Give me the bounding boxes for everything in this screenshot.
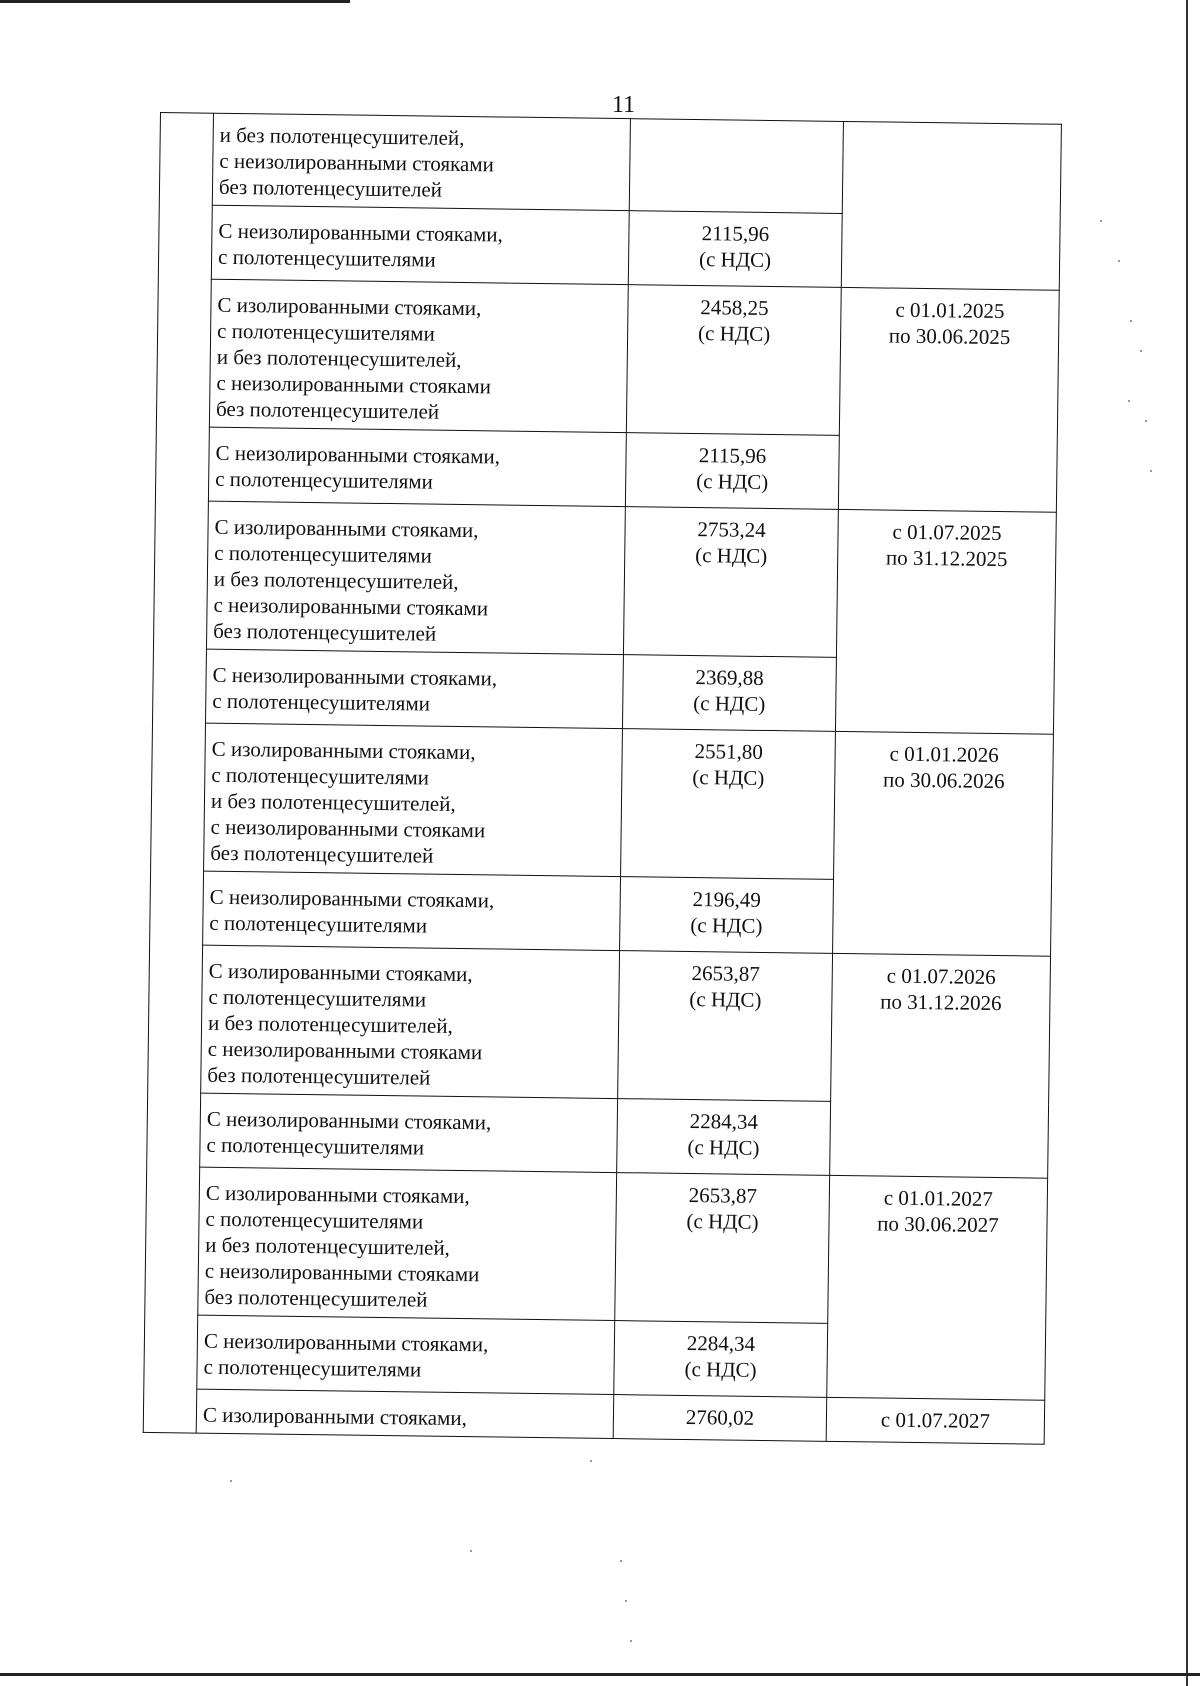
price-value: 2458,25 xyxy=(700,295,769,320)
scan-edge-bottom xyxy=(0,1673,1200,1676)
description-line: с полотенцесушителями xyxy=(216,318,435,346)
price-cell xyxy=(625,433,839,510)
validity-period-cell xyxy=(830,953,1051,1178)
period-to: по 30.06.2025 xyxy=(888,323,1011,350)
price-cell xyxy=(618,951,833,1102)
description-line: С неизолированными стояками, xyxy=(212,662,498,691)
description-cell xyxy=(197,1315,615,1394)
price-value: 2753,24 xyxy=(697,517,766,542)
tariff-table-wrapper xyxy=(143,112,1055,1445)
price-vat-note: (с НДС) xyxy=(695,543,768,568)
price-value: 2196,49 xyxy=(692,887,762,912)
price-value: 2760,02 xyxy=(685,1404,755,1430)
description-line: С неизолированными стояками, xyxy=(209,884,495,913)
price-value: 2284,34 xyxy=(686,1331,756,1356)
description-line: С неизолированными стояками, xyxy=(203,1328,489,1357)
period-from: с 01.01.2025 xyxy=(895,297,1005,324)
description-line: с полотенцесушителями xyxy=(206,1132,425,1160)
page-number: 11 xyxy=(612,92,636,118)
price-vat-note: (с НДС) xyxy=(697,321,771,347)
tariff-table xyxy=(143,112,1062,1445)
price-value: 2653,87 xyxy=(688,1183,758,1208)
description-cell xyxy=(211,205,629,284)
description-line: С неизолированными стояками, xyxy=(218,218,504,247)
description-line: без полотенцесушителей xyxy=(204,1284,428,1312)
price-vat-note: (с НДС) xyxy=(686,1208,759,1234)
description-cell xyxy=(198,1167,617,1320)
description-cell xyxy=(208,427,626,506)
description-line: С неизолированными стояками, xyxy=(215,440,501,469)
table-row xyxy=(156,278,1059,438)
description-line: с полотенцесушителями xyxy=(212,688,431,716)
scan-speckle xyxy=(1130,320,1132,322)
validity-period-cell xyxy=(838,287,1059,512)
table-row xyxy=(153,500,1056,660)
price-cell xyxy=(613,1395,827,1442)
description-cell xyxy=(206,649,624,728)
scan-speckle xyxy=(625,1600,627,1602)
validity-period-cell xyxy=(826,1397,1045,1444)
validity-period-cell xyxy=(827,1175,1048,1400)
price-cell xyxy=(615,1173,830,1324)
description-line: С неизолированными стояками, xyxy=(206,1106,492,1135)
table-row xyxy=(151,722,1054,882)
table-row xyxy=(159,113,1061,217)
price-vat-note: (с НДС) xyxy=(690,913,763,938)
price-vat-note: (с НДС) xyxy=(684,1356,757,1382)
period-from: с 01.01.2026 xyxy=(889,741,999,768)
price-cell xyxy=(614,1321,828,1398)
description-line: с неизолированными стояками xyxy=(210,814,486,843)
scan-speckle xyxy=(1100,220,1102,222)
validity-period-cell xyxy=(841,121,1061,290)
price-cell xyxy=(626,285,841,436)
description-line: С изолированными стояками, xyxy=(214,514,479,543)
description-line: с полотенцесушителями xyxy=(214,540,433,568)
description-cell xyxy=(200,1093,618,1172)
price-vat-note: (с НДС) xyxy=(689,987,762,1012)
price-cell xyxy=(622,655,836,732)
description-line: с неизолированными стояками xyxy=(207,1036,483,1065)
period-from: с 01.07.2026 xyxy=(886,963,996,990)
price-cell xyxy=(629,119,843,214)
description-line: с неизолированными стояками xyxy=(216,370,492,399)
period-from: с 01.07.2027 xyxy=(880,1407,991,1433)
price-value xyxy=(637,127,837,130)
price-value: 2115,96 xyxy=(701,221,770,246)
scan-speckle xyxy=(630,1640,632,1642)
description-line: С изолированными стояками, xyxy=(211,736,476,765)
description-line: С изолированными стояками, xyxy=(208,958,473,987)
price-cell xyxy=(623,507,838,658)
description-line: без полотенцесушителей xyxy=(210,840,434,868)
description-line: С изолированными стояками, xyxy=(202,1402,467,1431)
description-cell xyxy=(201,945,620,1098)
description-line: с полотенцесушителями xyxy=(209,910,428,938)
price-cell xyxy=(617,1099,831,1176)
description-line: С изолированными стояками, xyxy=(205,1180,470,1209)
scan-speckle xyxy=(1145,420,1147,422)
description-line: и без полотенцесушителей, xyxy=(213,566,459,594)
description-cell xyxy=(204,723,623,876)
description-cell xyxy=(196,1389,614,1438)
description-line: без полотенцесушителей xyxy=(207,1062,431,1090)
price-cell xyxy=(628,211,842,288)
period-to: по 30.06.2026 xyxy=(882,767,1005,794)
description-line: с полотенцесушителями xyxy=(205,1206,424,1234)
period-to: по 31.12.2025 xyxy=(885,545,1008,572)
table-row xyxy=(148,944,1051,1104)
period-from: с 01.07.2025 xyxy=(892,519,1002,546)
period-to: по 30.06.2027 xyxy=(877,1211,999,1238)
description-line: и без полотенцесушителей, xyxy=(207,1010,453,1038)
description-line: и без полотенцесушителей, xyxy=(205,1232,451,1260)
price-value: 2653,87 xyxy=(691,961,761,986)
scan-speckle xyxy=(590,1460,592,1462)
price-vat-note: (с НДС) xyxy=(698,247,772,273)
description-line: без полотенцесушителей xyxy=(218,174,443,202)
price-value: 2115,96 xyxy=(698,443,767,468)
description-line: с полотенцесушителями xyxy=(208,984,427,1012)
description-cell xyxy=(209,279,628,432)
description-cell xyxy=(203,871,621,950)
price-cell xyxy=(620,877,834,954)
scan-speckle xyxy=(1128,400,1130,402)
price-vat-note: (с НДС) xyxy=(692,765,765,790)
description-line: с неизолированными стояками xyxy=(204,1258,480,1287)
scan-speckle xyxy=(620,1560,622,1562)
price-vat-note: (с НДС) xyxy=(696,469,769,494)
description-line: без полотенцесушителей xyxy=(215,396,440,424)
price-vat-note: (с НДС) xyxy=(693,691,766,716)
description-line: с полотенцесушителями xyxy=(211,762,430,790)
period-to: по 31.12.2026 xyxy=(880,989,1002,1016)
scan-speckle xyxy=(1140,350,1142,352)
description-cell xyxy=(212,113,630,210)
scan-edge-top xyxy=(0,0,350,3)
validity-period-cell xyxy=(835,509,1056,734)
description-line: с полотенцесушителями xyxy=(215,466,434,494)
price-value: 2284,34 xyxy=(689,1109,759,1134)
description-line: с неизолированными стояками xyxy=(219,148,495,177)
table-row xyxy=(145,1166,1048,1326)
description-line: С изолированными стояками, xyxy=(217,292,482,321)
price-value: 2551,80 xyxy=(694,739,763,764)
scan-speckle xyxy=(470,1550,472,1552)
scan-speckle xyxy=(1150,470,1152,472)
scan-speckle xyxy=(1118,260,1120,262)
validity-period-cell xyxy=(833,731,1054,956)
period-from: с 01.01.2027 xyxy=(883,1185,994,1211)
description-cell xyxy=(206,501,625,654)
description-line: и без полотенцесушителей, xyxy=(216,344,462,372)
price-vat-note: (с НДС) xyxy=(687,1134,760,1160)
description-line: без полотенцесушителей xyxy=(213,618,437,646)
description-line: и без полотенцесушителей, xyxy=(219,122,465,150)
description-line: с неизолированными стояками xyxy=(213,592,489,621)
scan-speckle xyxy=(230,1480,232,1482)
price-value: 2369,88 xyxy=(695,665,764,690)
scan-edge-right xyxy=(1186,0,1188,1686)
description-line: с полотенцесушителями xyxy=(203,1354,422,1382)
tariff-table-body xyxy=(143,113,1061,1445)
price-cell xyxy=(621,729,836,880)
description-line: с полотенцесушителями xyxy=(217,244,436,272)
description-line: и без полотенцесушителей, xyxy=(210,788,456,816)
